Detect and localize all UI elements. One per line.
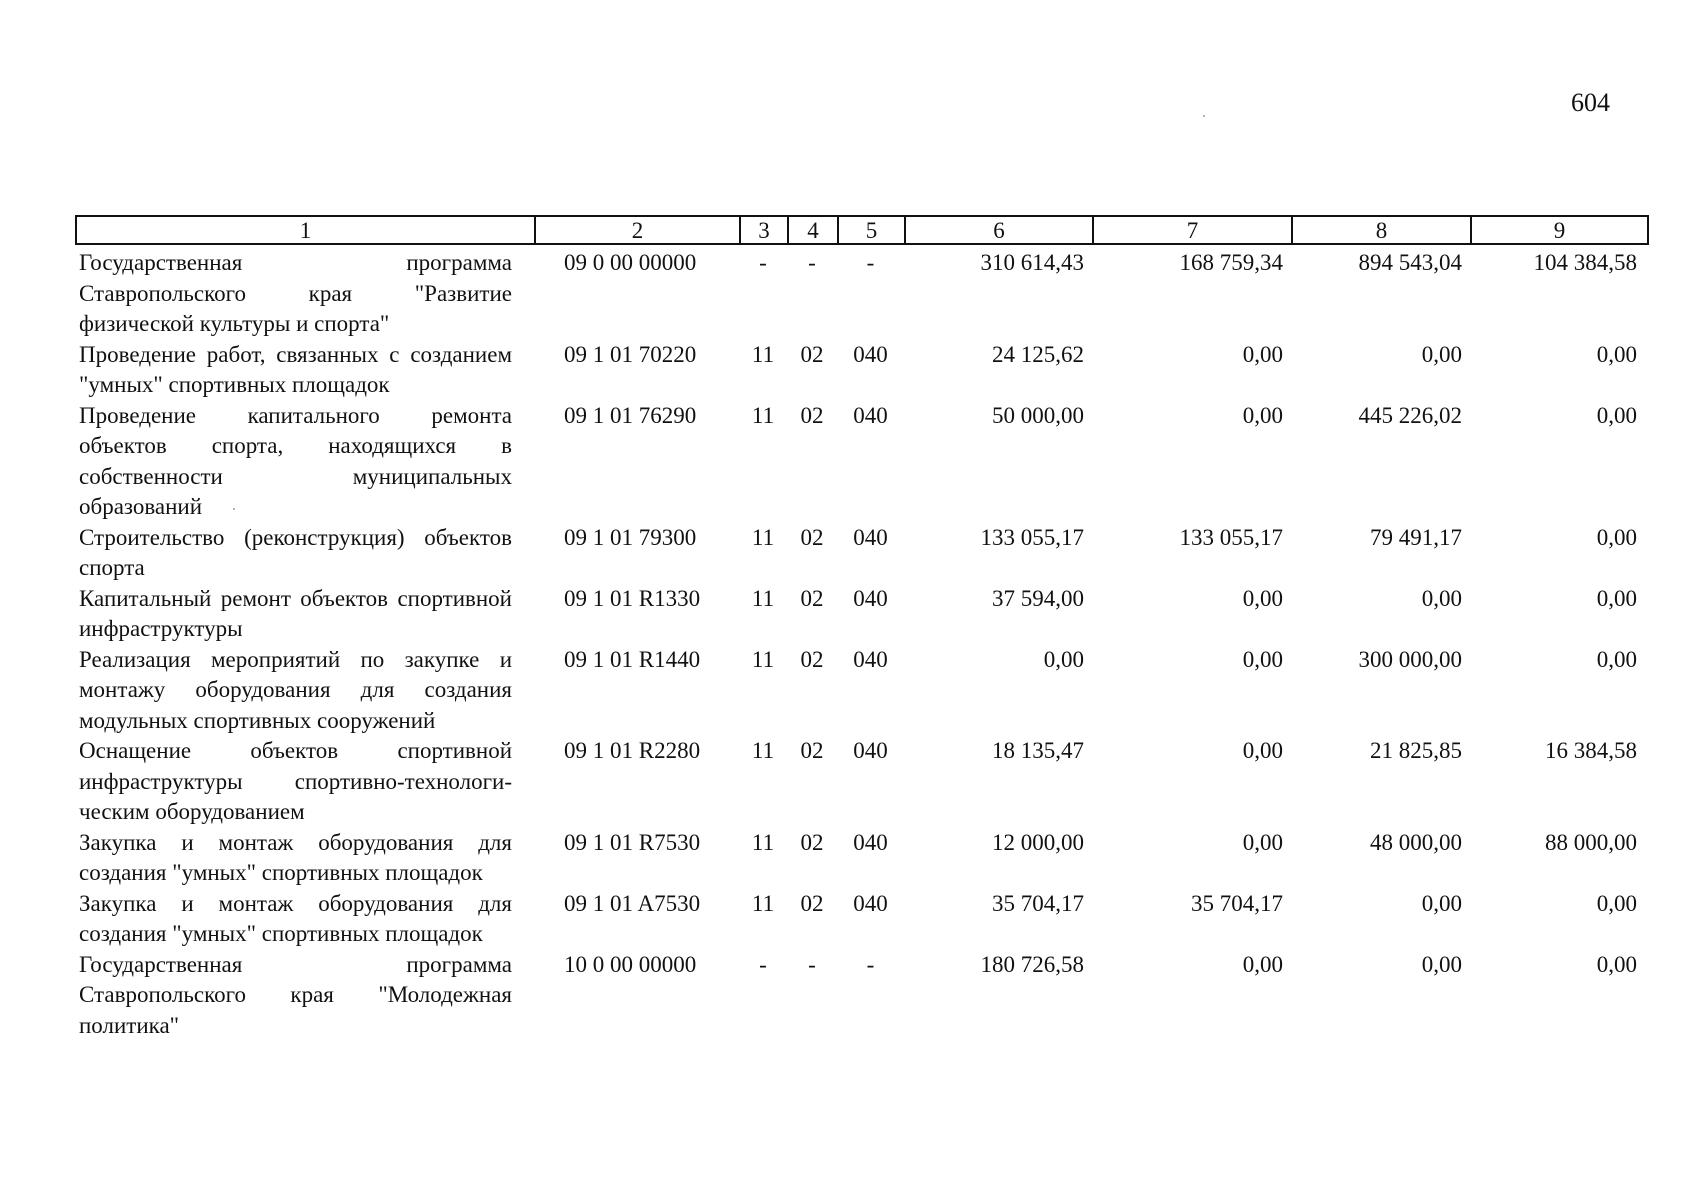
row-value-8: 445 226,02 [1358,402,1462,428]
row-value-6: 37 594,00 [992,585,1084,611]
row-code: 09 1 01 A7530 [564,890,701,916]
row-expense-type: 040 [853,341,888,367]
row-expense-type: 040 [853,524,888,550]
row-code: 09 0 00 00000 [564,250,697,275]
row-section: 11 [751,829,775,855]
row-code: 09 1 01 R7530 [564,829,701,855]
row-value-6: 180 726,58 [980,951,1084,977]
row-section: 11 [751,402,775,428]
row-code: 09 1 01 76290 [564,402,697,428]
column-header-row [75,215,1649,245]
table-row [75,401,1649,523]
row-name: Проведение работ, связанных с созданием "умных" спортивных площадок [79,341,512,397]
row-value-9: 16 384,58 [1545,738,1637,763]
row-value-9: 0,00 [1596,646,1637,672]
row-value-9: 88 000,00 [1545,829,1637,855]
table-row [75,645,1649,737]
row-subsection: 02 [800,646,824,672]
row-value-9: 104 384,58 [1533,250,1637,275]
column-header: 4 [789,217,839,243]
column-header: 9 [1553,218,1566,243]
row-value-7: 0,00 [1242,402,1283,428]
column-header: 3 [741,217,789,243]
row-expense-type: 040 [853,646,888,672]
row-section: 11 [751,341,775,367]
row-name: Закупка и монтаж оборудования для создания "умных" спортивных площадок [79,829,512,885]
column-header: 2 [536,217,741,243]
row-value-8: 300 000,00 [1358,646,1462,672]
row-value-9: 0,00 [1596,402,1637,428]
column-header: 1 [77,217,536,243]
row-subsection: - [808,250,816,275]
row-value-7: 0,00 [1242,341,1283,367]
row-name: Проведение капитального ремонта объектов спорта, находящихся в собственности муниципальных образований [79,402,512,519]
row-value-7: 0,00 [1242,829,1283,855]
row-name: Оснащение объектов спортивной инфраструктуры спортивно-технологи-ческим оборудованием [79,738,512,824]
row-section: - [759,250,767,275]
row-expense-type: - [866,951,875,977]
row-value-8: 21 825,85 [1370,738,1462,763]
row-value-6: 133 055,17 [980,524,1084,550]
row-value-9: 0,00 [1596,524,1637,550]
row-value-8: 0,00 [1421,585,1462,611]
row-name: Строительство (реконструкция) объектов спорта [79,524,512,580]
row-value-9: 0,00 [1596,951,1637,977]
row-subsection: 02 [800,738,824,763]
row-value-8: 0,00 [1421,951,1462,977]
row-value-7: 35 704,17 [1191,890,1283,916]
row-code: 09 1 01 R2280 [564,738,701,763]
scan-speck [1203,115,1205,117]
column-header: 6 [906,217,1094,243]
row-name: Государственная программа Ставропольского края "Молодежная политика" [79,951,512,1038]
row-section: 11 [751,585,775,611]
row-subsection: 02 [800,402,824,428]
row-subsection: 02 [800,829,824,855]
row-value-6: 18 135,47 [992,738,1084,763]
row-section: 11 [751,890,775,916]
row-expense-type: 040 [853,585,888,611]
row-subsection: 02 [800,890,824,916]
row-expense-type: - [866,250,875,275]
row-value-6: 12 000,00 [992,829,1084,855]
row-value-6: 24 125,62 [992,341,1084,367]
row-value-9: 0,00 [1596,585,1637,611]
column-header: 5 [839,217,906,243]
row-code: 09 1 01 R1330 [564,585,701,611]
row-value-7: 0,00 [1242,951,1283,977]
row-expense-type: 040 [853,829,888,855]
table-row [75,736,1649,828]
row-section: 11 [751,524,775,550]
row-subsection: - [808,951,816,977]
table-row [75,584,1649,645]
column-header: 8 [1293,217,1472,243]
row-value-7: 168 759,34 [1179,250,1283,275]
row-value-7: 133 055,17 [1179,524,1283,550]
row-name: Капитальный ремонт объектов спортивной инфраструктуры [79,585,512,641]
row-value-6: 310 614,43 [980,250,1084,275]
row-value-9: 0,00 [1596,890,1637,916]
row-value-6: 35 704,17 [992,890,1084,916]
row-section: 11 [751,646,775,672]
row-value-7: 0,00 [1242,646,1283,672]
row-name: Закупка и монтаж оборудования для создания "умных" спортивных площадок [79,890,512,946]
table-row [75,828,1649,889]
row-name: Государственная программа Ставропольского края "Развитие физической культуры и спорта" [79,250,512,336]
row-name: Реализация мероприятий по закупке и монтажу оборудования для создания модульных спортивных сооружений [79,646,512,733]
table-row [75,950,1649,1042]
table-row [75,340,1649,401]
row-code: 09 1 01 R1440 [564,646,701,672]
row-value-9: 0,00 [1596,341,1637,367]
row-value-8: 79 491,17 [1370,524,1462,550]
row-section: 11 [751,738,775,763]
row-subsection: 02 [800,524,824,550]
row-expense-type: 040 [853,402,888,428]
row-code: 09 1 01 79300 [564,524,697,550]
table-row [75,248,1649,340]
row-value-7: 0,00 [1242,738,1283,763]
row-subsection: 02 [800,341,824,367]
table-row [75,889,1649,950]
row-section: - [759,951,767,977]
row-value-6: 50 000,00 [992,402,1084,428]
table-body [75,248,1649,1041]
row-value-8: 894 543,04 [1358,250,1462,275]
row-value-6: 0,00 [1043,646,1084,672]
row-code: 10 0 00 00000 [564,951,697,977]
row-value-8: 0,00 [1421,890,1462,916]
row-value-8: 48 000,00 [1370,829,1462,855]
row-expense-type: 040 [853,890,888,916]
column-header: 7 [1094,217,1293,243]
row-code: 09 1 01 70220 [564,341,697,367]
table-row [75,523,1649,584]
row-value-8: 0,00 [1421,341,1462,367]
page-number: 604 [1571,88,1610,117]
row-subsection: 02 [800,585,824,611]
row-value-7: 0,00 [1242,585,1283,611]
row-expense-type: 040 [853,738,888,763]
